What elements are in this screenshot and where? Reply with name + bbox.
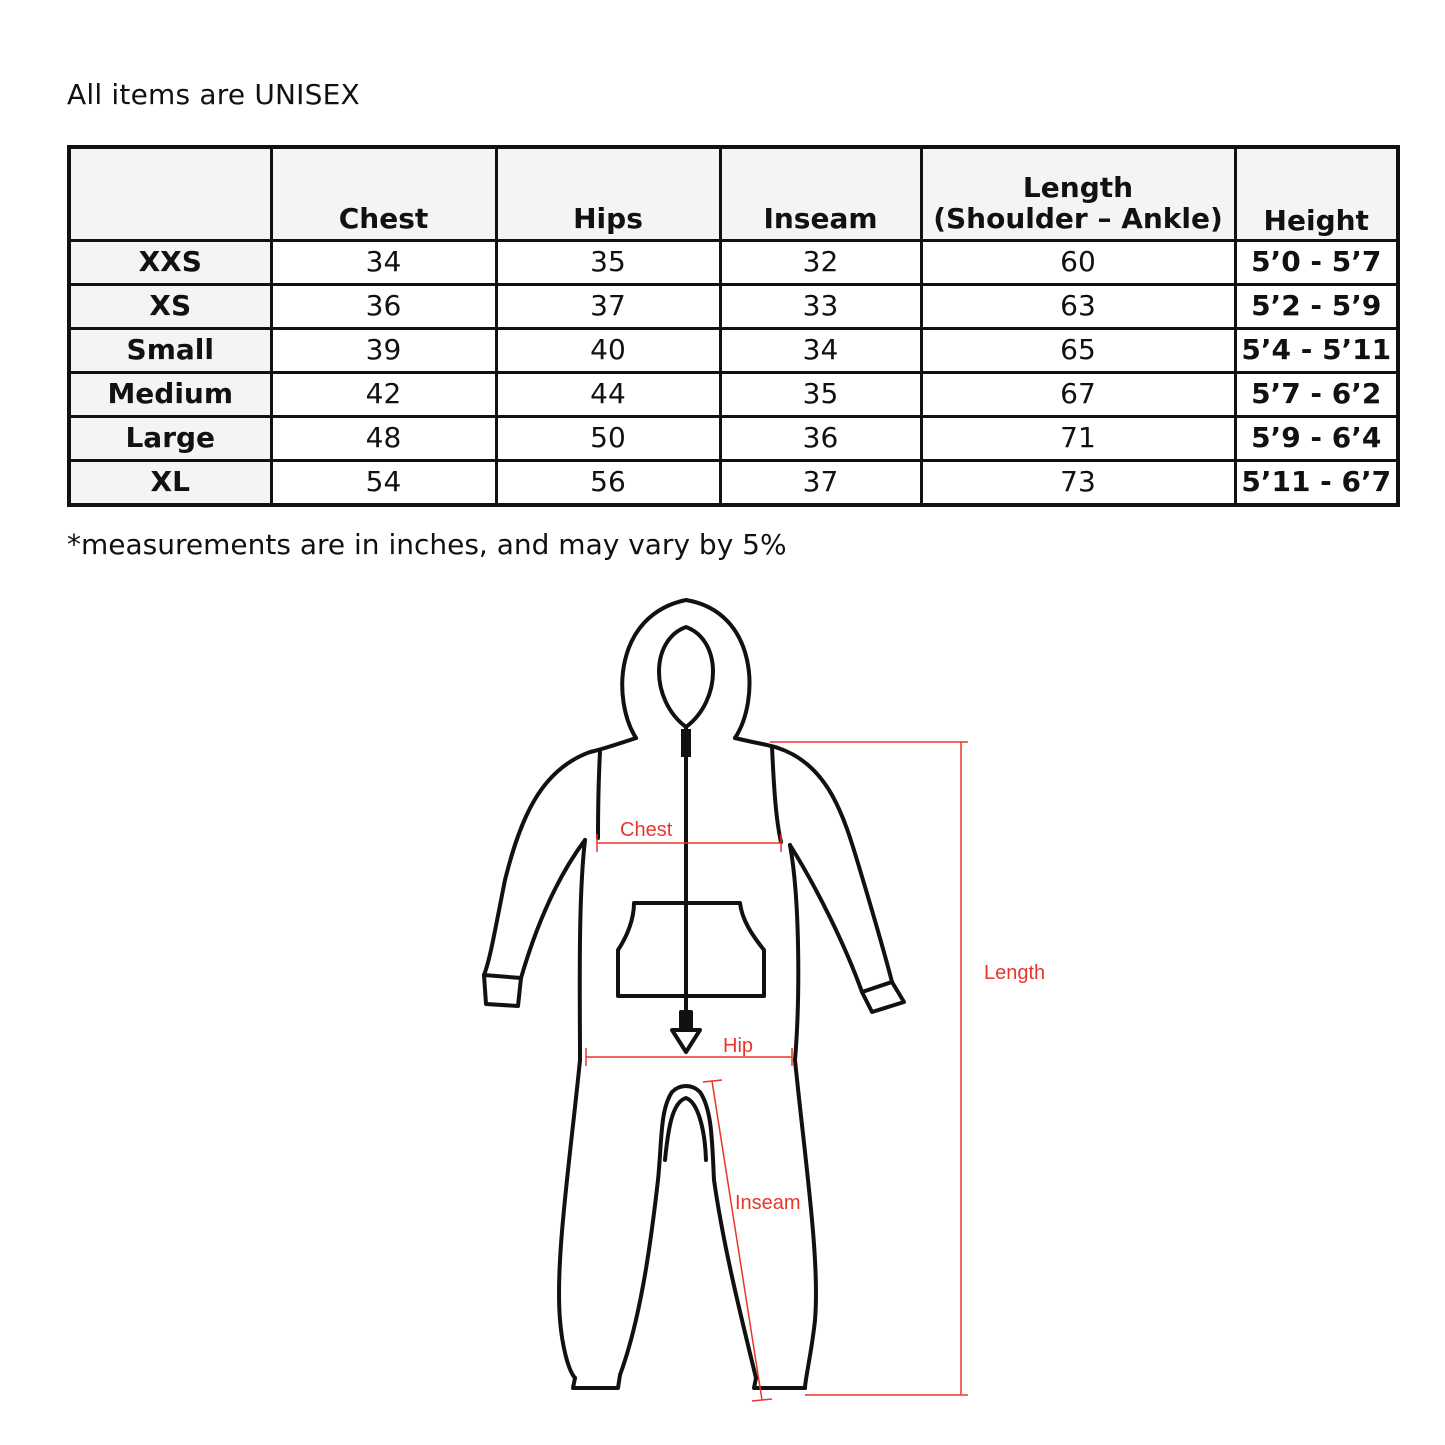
chest-cell: 54 [271,461,496,506]
height-cell: 5’4 - 5’11 [1235,329,1398,373]
body-outline-left [484,738,636,975]
size-name-cell: XS [69,285,271,329]
right-leg-outer [790,845,816,1388]
measurement-footnote: *measurements are in inches, and may vary by 5% [67,528,787,561]
inseam-cell: 35 [720,373,921,417]
inseam-cell: 32 [720,241,921,285]
table-row [69,373,1398,417]
onesie-outline [484,600,904,1388]
inseam-label: Inseam [735,1192,801,1214]
length-cell: 60 [921,241,1235,285]
header-length-line2: (Shoulder – Ankle) [933,202,1223,236]
inner-leg-seam [665,1098,706,1160]
length-cell: 71 [921,417,1235,461]
inseam-cell: 37 [720,461,921,506]
header-length-line1: Length [1022,171,1134,205]
intro-text: All items are UNISEX [67,78,360,111]
height-cell: 5’2 - 5’9 [1235,285,1398,329]
hips-cell: 50 [496,417,720,461]
chest-cell: 39 [271,329,496,373]
header-hips: Hips [496,147,720,241]
header-inseam: Inseam [720,147,921,241]
table-row [69,241,1398,285]
table-row [69,461,1398,506]
height-cell: 5’7 - 6’2 [1235,373,1398,417]
size-name-cell: Medium [69,373,271,417]
hood-outline [622,600,749,738]
hips-cell: 56 [496,461,720,506]
size-name-cell: Small [69,329,271,373]
hips-cell: 37 [496,285,720,329]
chest-cell: 36 [271,285,496,329]
hips-cell: 44 [496,373,720,417]
chest-label: Chest [620,819,673,841]
table-row [69,285,1398,329]
right-ankle-cuff [754,1378,805,1388]
header-size [69,147,271,241]
length-cell: 63 [921,285,1235,329]
height-cell: 5’0 - 5’7 [1235,241,1398,285]
length-cell: 67 [921,373,1235,417]
table-header-row [69,147,1398,241]
hood-opening [659,627,713,727]
hip-label: Hip [723,1035,754,1057]
left-ankle-cuff [573,1375,620,1388]
right-arm-inner [790,845,862,992]
left-leg-outer [559,840,585,1378]
height-cell: 5’9 - 6’4 [1235,417,1398,461]
chest-cell: 34 [271,241,496,285]
kangaroo-pocket [618,903,764,996]
header-length [921,147,1235,241]
left-arm-inner [521,840,585,978]
length-label: Length [984,962,1046,984]
chest-cell: 42 [271,373,496,417]
inseam-cell: 36 [720,417,921,461]
onesie-measurement-diagram [470,590,1090,1410]
hips-cell: 35 [496,241,720,285]
size-name-cell: Large [69,417,271,461]
hips-cell: 40 [496,329,720,373]
length-cell: 73 [921,461,1235,506]
size-chart-table [67,145,1400,507]
header-height: Height [1235,147,1398,241]
size-name-cell: XL [69,461,271,506]
table-row [69,329,1398,373]
inseam-cell: 34 [720,329,921,373]
left-cuff [484,975,521,1006]
length-cell: 65 [921,329,1235,373]
table-row [69,417,1398,461]
inseam-cell: 33 [720,285,921,329]
inseam-measure-line [712,1081,762,1400]
header-chest: Chest [271,147,496,241]
height-cell: 5’11 - 6’7 [1235,461,1398,506]
size-name-cell: XXS [69,241,271,285]
zipper-pull [681,729,691,757]
zipper-arrow-icon [672,1012,700,1052]
chest-cell: 48 [271,417,496,461]
